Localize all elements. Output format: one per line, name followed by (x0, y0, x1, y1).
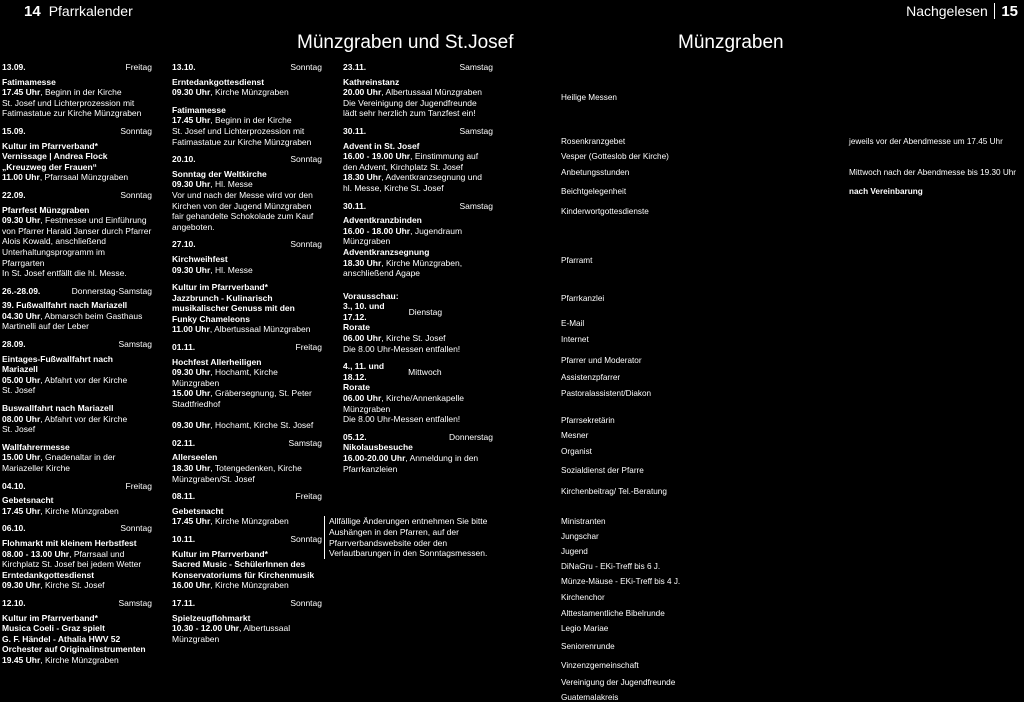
entry-text: Vor und nach der Messe wird vor den (172, 189, 313, 200)
entry-date-line (172, 438, 322, 449)
entry-text: 20.00 Uhr, Albertussaal Münzgraben (343, 87, 482, 98)
entry-day: Samstag (459, 125, 493, 136)
calendar-entry (2, 286, 152, 332)
entry-day: Sonntag (290, 597, 322, 608)
entry-text: Fatimastatue zur Kirche Münzgraben (2, 108, 142, 119)
entry-title: Eintages-Fußwallfahrt nach (2, 353, 113, 364)
entry-title: Sonntag der Weltkirche (172, 168, 267, 179)
calendar-entry (172, 62, 322, 98)
preview-section (343, 291, 493, 475)
preview-text: 06.00 Uhr, Kirche/Annenkapelle (343, 393, 464, 404)
entry-text: Alois Kowald, anschließend (2, 236, 106, 247)
entry-text: Münzgraben (172, 377, 220, 388)
entry-text: Münzgraben (343, 236, 391, 247)
entry-text: den Advent, Kirchplatz St. Josef (343, 161, 464, 172)
preview-dates: 4., 11. und 18.12. (343, 361, 385, 382)
entry-title: Kultur im Pfarrverband* (2, 612, 98, 623)
calendar-entry (2, 190, 152, 279)
entry-date-line (343, 126, 493, 137)
calendar-entry (172, 534, 322, 591)
entry-date: 30.11. (343, 200, 367, 211)
muenzgraben-info-label: Beichtgelegenheit (561, 187, 627, 196)
entry-date-line (172, 154, 322, 165)
calendar-entry (172, 342, 322, 431)
preview-title: Nikolausbesuche (343, 442, 413, 453)
entry-text: 08.00 Uhr, Abfahrt vor der Kirche (2, 413, 128, 424)
entry-text: 18.30 Uhr, Adventkranzsegnung und (343, 172, 482, 183)
preview-day: Mittwoch (408, 366, 442, 377)
page-number-right: 15 (1001, 2, 1018, 20)
entry-text: Pfarrgarten (2, 257, 45, 268)
muenzgraben-info-label: Legio Mariae (561, 624, 609, 633)
entry-title: Vernissage | Andrea Flock (2, 151, 108, 162)
entry-text: 11.00 Uhr, Pfarrsaal Münzgraben (2, 172, 129, 183)
entry-title: Sacred Music - SchülerInnen des (172, 559, 306, 570)
muenzgraben-info-label: Vereinigung der Jugendfreunde (561, 678, 676, 687)
entry-title: „Kreuzweg der Frauen“ (2, 161, 97, 172)
entry-day: Freitag (125, 480, 152, 491)
entry-text: Martinelli auf der Leber (2, 321, 89, 332)
entry-text: Münzgraben (172, 633, 220, 644)
calendar-entry (172, 598, 322, 644)
entry-date: 28.09. (2, 339, 26, 350)
entry-day: Samstag (288, 437, 322, 448)
entry-text: von Pfarrer Harald Janser durch Pfarrer (2, 225, 152, 236)
entry-date: 01.11. (172, 342, 196, 353)
entry-text: Unterhaltungsprogramm im (2, 246, 105, 257)
preview-text: Pfarrkanzleien (343, 463, 398, 474)
entry-date: 15.09. (2, 125, 26, 136)
entry-date: 17.11. (172, 597, 196, 608)
entry-text: St. Josef (2, 385, 36, 396)
entry-date: 30.11. (343, 125, 367, 136)
page-number-left: 14 (24, 2, 41, 20)
entry-title: Spielzeugflohmarkt (172, 612, 251, 623)
entry-title: Kultur im Pfarrverband* (172, 282, 268, 293)
entry-text: Münzgraben/St. Josef (172, 473, 255, 484)
entry-date: 13.10. (172, 62, 196, 72)
calendar-entry (172, 154, 322, 232)
calendar-entry (172, 239, 322, 275)
entry-date: 27.10. (172, 239, 196, 250)
entry-day: Samstag (459, 200, 493, 211)
entry-day: Donnerstag-Samstag (71, 285, 152, 296)
entry-text: 16.00 Uhr, Kirche Münzgraben (172, 580, 289, 591)
muenzgraben-info-label: Münze-Mäuse - EKi-Treff bis 4 J. (561, 577, 681, 586)
preview-date-row (343, 361, 493, 382)
entry-date-line (2, 481, 152, 492)
entry-text: 09.30 Uhr, Kirche Münzgraben (172, 87, 289, 98)
entry-day: Sonntag (120, 189, 152, 200)
entry-date: 22.09. (2, 189, 26, 200)
entry-text: 09.30 Uhr, Hl. Messe (172, 179, 253, 190)
muenzgraben-info-value: Mittwoch nach der Abendmesse bis 19.30 Uhr (849, 168, 1017, 177)
entry-title: Advent in St. Josef (343, 140, 420, 151)
preview-dates: 3., 10. und 17.12. (343, 301, 385, 322)
entry-text: 11.00 Uhr, Albertussaal Münzgraben (172, 324, 311, 335)
calendar-entry (172, 491, 322, 527)
entry-day: Sonntag (120, 523, 152, 534)
calendar-entry (2, 442, 152, 474)
muenzgraben-info-label: Pfarramt (561, 256, 593, 265)
preview-text: 06.00 Uhr, Kirche St. Josef (343, 333, 446, 344)
entry-day: Sonntag (120, 125, 152, 136)
entry-text: Kirchplatz St. Josef bei jedem Wetter (2, 559, 142, 570)
entry-date: 13.09. (2, 62, 26, 72)
entry-title: Kultur im Pfarrverband* (2, 140, 98, 151)
entry-title: Adventkranzbinden (343, 215, 422, 226)
calendar-entry (2, 403, 152, 435)
changes-note: Allfällige Änderungen entnehmen Sie bitte Aushängen in den Pfarren, auf der Pfarrverbandswebsite oder den Verlautbarungen in den Sonntagsmessen. (324, 516, 499, 559)
entry-title: Jazzbrunch - Kulinarisch (172, 292, 273, 303)
entry-date-line (172, 491, 322, 502)
preview-day: Donnerstag (449, 431, 493, 442)
preview-label: Vorausschau: (343, 290, 399, 301)
entry-text: 09.30 Uhr, Hochamt, Kirche St. Josef (172, 420, 314, 431)
entry-text: hl. Messe, Kirche St. Josef (343, 182, 444, 193)
entry-text: 18.30 Uhr, Kirche Münzgraben, (343, 257, 463, 268)
calendar-entry (2, 339, 152, 396)
preview-title: Rorate (343, 322, 370, 333)
muenzgraben-info-label: Guatemalakreis (561, 693, 619, 702)
section-title-muenzgraben: Münzgraben (678, 32, 784, 53)
entry-text: St. Josef (2, 424, 36, 435)
preview-text: 16.00-20.00 Uhr, Anmeldung in den (343, 453, 479, 463)
entry-date: 04.10. (2, 480, 26, 491)
entry-date: 20.10. (172, 154, 196, 165)
preview-entry (343, 361, 493, 425)
entry-date: 10.11. (172, 533, 196, 544)
entry-date: 23.11. (343, 62, 367, 72)
calendar-entry (172, 438, 322, 484)
entry-date-line (2, 62, 152, 73)
calendar-entry (2, 523, 152, 591)
entry-date-line (2, 339, 152, 350)
entry-text: fair gehandelte Schokolade zum Kauf (172, 211, 314, 222)
preview-entry (343, 301, 493, 354)
entry-date: 12.10. (2, 597, 26, 608)
entry-date-line (343, 62, 493, 73)
entry-title: Hochfest Allerheiligen (172, 356, 262, 367)
calendar-entry (172, 282, 322, 335)
entry-title: Allerseelen (172, 452, 218, 463)
entry-title: Konservatoriums für Kirchenmusik (172, 569, 315, 580)
header-title-right: Nachgelesen (906, 3, 988, 19)
entry-day: Freitag (125, 62, 152, 72)
calendar-column-1 (2, 62, 152, 673)
entry-title: Erntedankgottesdienst (172, 76, 265, 87)
entry-title: Gebetsnacht (2, 495, 54, 506)
muenzgraben-info-label: Rosenkranzgebet (561, 137, 626, 146)
preview-day: Dienstag (408, 306, 443, 317)
muenzgraben-info-label: Assistenzpfarrer (561, 373, 621, 382)
calendar-entry (172, 105, 322, 147)
entry-text: Fatimastatue zur Kirche Münzgraben (172, 136, 312, 147)
entry-title: Kirchweihfest (172, 253, 228, 264)
entry-text: 18.30 Uhr, Totengedenken, Kirche (172, 463, 302, 473)
entry-text: Kirchen von der Jugend Münzgraben (172, 200, 312, 211)
entry-day: Freitag (295, 342, 322, 353)
entry-date: 02.11. (172, 437, 196, 448)
entry-date-line (343, 201, 493, 212)
entry-text: 19.45 Uhr, Kirche Münzgraben (2, 654, 119, 665)
entry-date-line (2, 190, 152, 201)
entry-title: musikalischer Genuss mit den (172, 303, 295, 314)
muenzgraben-info-label: Pfarrkanzlei (561, 294, 605, 303)
preview-text: Die 8.00 Uhr-Messen entfallen! (343, 343, 461, 354)
entry-date: 06.10. (2, 523, 26, 534)
muenzgraben-info-label: Kinderwortgottesdienste (561, 207, 649, 216)
muenzgraben-info-label: Internet (561, 335, 589, 344)
calendar-entry (343, 201, 493, 279)
entry-text: Stadtfriedhof (172, 399, 221, 410)
entry-title: G. F. Händel - Athalia HWV 52 (2, 633, 121, 644)
entry-text: Erntedankgottesdienst (2, 569, 95, 580)
calendar-entry (2, 126, 152, 183)
preview-date: 05.12. (343, 431, 367, 442)
muenzgraben-info-label: Organist (561, 447, 592, 456)
header-left (0, 0, 133, 22)
entry-text: 17.45 Uhr, Kirche Münzgraben (172, 516, 289, 527)
muenzgraben-info-label: Mesner (561, 431, 589, 440)
entry-text: 17.45 Uhr, Beginn in der Kirche (2, 87, 122, 98)
entry-text (172, 410, 322, 421)
entry-text: 09.30 Uhr, Festmesse und Einführung (2, 215, 147, 226)
entry-date-line (172, 598, 322, 609)
entry-day: Samstag (459, 62, 493, 72)
entry-day: Samstag (118, 597, 152, 608)
muenzgraben-info-label: Anbetungsstunden (561, 168, 630, 177)
muenzgraben-info-label: E-Mail (561, 319, 585, 328)
preview-text: Die 8.00 Uhr-Messen entfallen! (343, 414, 461, 425)
calendar-column-2 (172, 62, 322, 651)
entry-date-line (2, 523, 152, 534)
entry-title: Wallfahrermesse (2, 441, 70, 452)
entry-date-line (2, 598, 152, 609)
muenzgraben-info-label: Heilige Messen (561, 93, 617, 102)
calendar-entry (2, 62, 152, 119)
entry-text: 08.00 - 13.00 Uhr, Pfarrsaal und (2, 548, 125, 559)
calendar-entry (2, 481, 152, 517)
header-right (906, 0, 1018, 22)
muenzgraben-info-label: Jungschar (561, 532, 599, 541)
entry-text: 17.45 Uhr, Beginn in der Kirche (172, 115, 292, 126)
entry-title: 39. Fußwallfahrt nach Mariazell (2, 300, 128, 311)
entry-title: Gebetsnacht (172, 505, 224, 516)
entry-text: 04.30 Uhr, Abmarsch beim Gasthaus (2, 310, 143, 321)
muenzgraben-info-label: Seniorenrunde (561, 642, 615, 651)
entry-title: Kathreinstanz (343, 76, 400, 87)
section-title-muenzgraben-josef: Münzgraben und St.Josef (297, 32, 514, 53)
entry-day: Freitag (295, 491, 322, 502)
entry-text: Adventkranzsegnung (343, 246, 430, 257)
entry-text: 15.00 Uhr, Gnadenaltar in der (2, 452, 116, 463)
entry-text: anschließend Agape (343, 268, 421, 279)
entry-text: 15.00 Uhr, Gräbersegnung, St. Peter (172, 388, 312, 399)
muenzgraben-info-label: Jugend (561, 547, 588, 556)
entry-title: Fatimamesse (2, 76, 56, 87)
entry-date-line (172, 342, 322, 353)
entry-title: Pfarrfest Münzgraben (2, 204, 90, 215)
entry-date-line (172, 534, 322, 545)
header-divider (994, 3, 996, 19)
entry-text: lädt sehr herzlich zum Tanzfest ein! (343, 108, 476, 119)
entry-day: Sonntag (290, 533, 322, 544)
calendar-entry (343, 62, 493, 119)
entry-text: Die Vereinigung der Jugendfreunde (343, 97, 477, 108)
entry-title: Buswallfahrt nach Mariazell (2, 403, 114, 414)
muenzgraben-info-label: Pastoralassistent/Diakon (561, 389, 652, 398)
entry-date: 08.11. (172, 491, 196, 502)
entry-day: Samstag (118, 339, 152, 350)
entry-text: angeboten. (172, 221, 215, 232)
muenzgraben-info-label: Pfarrsekretärin (561, 416, 615, 425)
entry-title: Kultur im Pfarrverband* (172, 548, 268, 559)
entry-title: Fatimamesse (172, 104, 226, 115)
preview-text: Münzgraben (343, 403, 391, 414)
entry-text: 09.30 Uhr, Hochamt, Kirche (172, 367, 278, 378)
entry-text: Mariazeller Kirche (2, 463, 71, 473)
muenzgraben-info-label: DiNaGru - EKi-Treff bis 6 J. (561, 562, 661, 571)
preview-date-row (343, 432, 493, 443)
entry-date: 26.-28.09. (2, 285, 41, 296)
entry-text: 10.30 - 12.00 Uhr, Albertussaal (172, 623, 291, 634)
preview-title: Rorate (343, 382, 370, 393)
entry-title: Flohmarkt mit kleinem Herbstfest (2, 537, 137, 548)
preview-entry (343, 432, 493, 474)
entry-text: 16.00 - 18.00 Uhr, Jugendraum (343, 225, 463, 236)
entry-date-line (2, 126, 152, 137)
entry-date-line (2, 286, 152, 297)
calendar-entry (2, 598, 152, 666)
muenzgraben-info-value: nach Vereinbarung (849, 187, 923, 196)
entry-text: 09.30 Uhr, Hl. Messe (172, 264, 253, 275)
entry-title: Musica Coeli - Graz spielt (2, 623, 105, 634)
calendar-column-3 (343, 62, 493, 481)
muenzgraben-info-label: Kirchenbeitrag/ Tel.-Beratung (561, 487, 667, 496)
entry-text: St. Josef und Lichterprozession mit (172, 125, 305, 136)
entry-text: In St. Josef entfällt die hl. Messe. (2, 268, 127, 279)
entry-text: 16.00 - 19.00 Uhr, Einstimmung auf (343, 151, 479, 162)
entry-title: Funky Chameleons (172, 313, 250, 324)
header-title-left: Pfarrkalender (48, 3, 133, 19)
muenzgraben-info-label: Ministranten (561, 517, 606, 526)
entry-day: Sonntag (290, 154, 322, 165)
entry-title: Orchester auf Originalinstrumenten (2, 644, 146, 655)
muenzgraben-info-label: Pfarrer und Moderator (561, 356, 642, 365)
muenzgraben-info-label: Sozialdienst der Pfarre (561, 466, 644, 475)
muenzgraben-info-label: Vinzenzgemeinschaft (561, 661, 639, 670)
muenzgraben-info-label: Alttestamentliche Bibelrunde (561, 609, 665, 618)
entry-text: 05.00 Uhr, Abfahrt vor der Kirche (2, 374, 128, 385)
entry-date-line (172, 239, 322, 250)
muenzgraben-info-label: Kirchenchor (561, 593, 605, 602)
entry-text: 09.30 Uhr, Kirche St. Josef (2, 580, 105, 591)
preview-date-row (343, 301, 493, 322)
entry-text: 17.45 Uhr, Kirche Münzgraben (2, 505, 119, 516)
muenzgraben-info-label: Vesper (Gotteslob der Kirche) (561, 152, 669, 161)
entry-date-line (172, 62, 322, 73)
entry-day: Sonntag (290, 62, 322, 72)
calendar-entry (343, 126, 493, 194)
entry-text: St. Josef und Lichterprozession mit (2, 97, 135, 108)
muenzgraben-info-value: jeweils vor der Abendmesse um 17.45 Uhr (849, 137, 1003, 146)
entry-title: Mariazell (2, 364, 38, 375)
entry-day: Sonntag (290, 239, 322, 250)
